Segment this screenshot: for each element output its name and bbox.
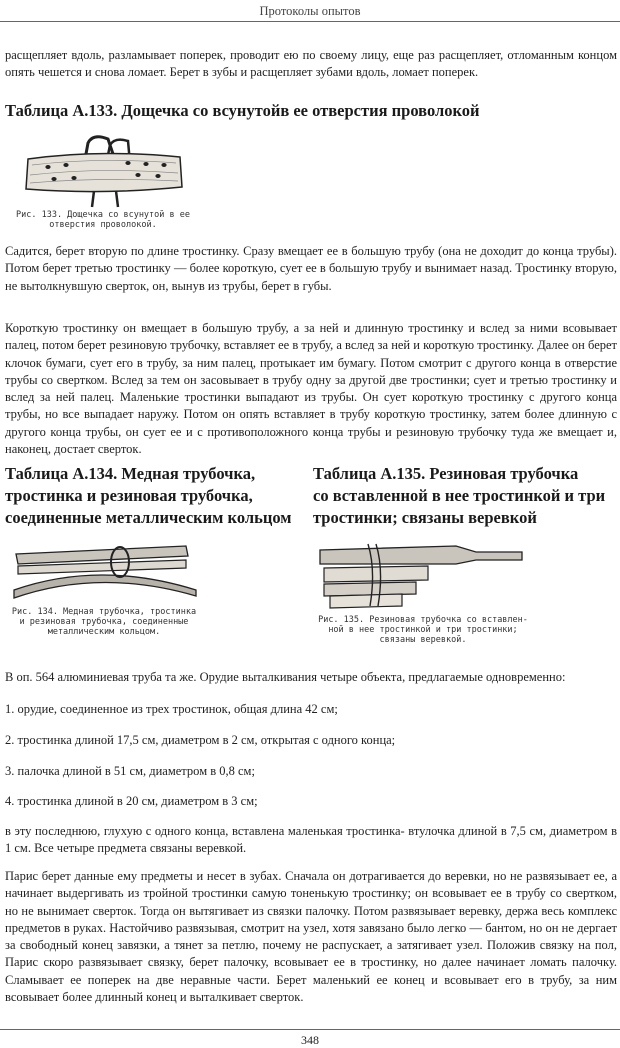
paragraph-3: В оп. 564 алюминиевая труба та же. Орудие выталкивания четыре объекта, предлагаемые одновременно: xyxy=(5,670,566,684)
paragraph-5: Парис берет данные ему предметы и несет в зубах. Сначала он дотрагивается до веревки, но не развязывает ее, а начинает выдергивать из тройной тростинки самую тоненькую тростинку; он всовывает ее в трубу со свертком, но не вынимает сверток. Тогда он вытягивает из связки палочку. Потом развязывает веревку, держа весь комплекс предметов в руках. Настойчиво развязывая, смотрит на узел, хотя завязано было легко — бантом, но он не дергает за свободный конец завязки, а тянет за петлю, почему не распускает, а затягивает узел. Положив связку на пол, Парис скоро развязывает связку, берет палочку, всовывает ее в тростинку, но далее начинает ломать палочку. Сламывает ее поперек на две неравные части. Берет маленький ее конец и всовывает его в трубу, за ним всовывает более длинный конец и выталкивает сверток. xyxy=(5,869,617,1005)
list-item-1: 1. орудие, соединенное из трех тростинок, общая длина 42 см; xyxy=(5,702,338,716)
figure-134-caption xyxy=(4,607,204,637)
figure-134-caption-line-3: металлическим кольцом. xyxy=(47,627,161,637)
table-135-heading-line-3: тростинки; связаны веревкой xyxy=(313,508,537,527)
table-133-heading: Таблица А.133. Дощечка со всунутойв ее отверстия проволокой xyxy=(5,101,480,120)
intro-paragraph: расщепляет вдоль, разламывает поперек, проводит ею по своему лицу, еще раз расщепляет, отломанным концом опять чешется и снова ломает. Берет в зубы и расщепляет зубами вдоль, ломает поперек. xyxy=(5,48,617,80)
table-135-heading-line-1: Таблица А.135. Резиновая трубочка xyxy=(313,464,579,483)
header-rule xyxy=(0,21,620,22)
list-item-4: 4. тростинка длиной в 20 см, диаметром в 3 см; xyxy=(5,794,258,808)
figure-135-caption xyxy=(318,615,528,645)
running-header xyxy=(0,0,620,24)
header-title: Протоколы опытов xyxy=(259,4,361,18)
figure-135-bundle xyxy=(316,540,526,610)
figure-134-tubes xyxy=(10,540,200,602)
figure-133-board xyxy=(18,135,188,211)
table-134-heading-line-1: Таблица А.134. Медная трубочка, xyxy=(5,464,256,483)
table-134-heading xyxy=(5,463,305,529)
table-135-heading xyxy=(313,463,618,529)
figure-135-caption-line-1: Рис. 135. Резиновая трубочка со вставлен- xyxy=(318,615,528,625)
paragraph-1: Садится, берет вторую по длине тростинку. Сразу вмещает ее в большую трубу (она не доходит до конца трубы). Потом берет третью тростинку — более короткую, сует ее в большую трубу и вынимает назад. Тростинку вторую, не вытолкнувшую сверток, он, вынув из трубы, берет в губы. xyxy=(5,244,617,293)
table-134-heading-line-2: тростинка и резиновая трубочка, xyxy=(5,486,253,505)
figure-135-caption-line-2: ной в нее тростинкой и три тростинки; xyxy=(328,625,518,635)
list-item-2: 2. тростинка длиной 17,5 см, диаметром в 2 см, открытая с одного конца; xyxy=(5,733,396,747)
figure-133-caption-line-1: Рис. 133. Дощечка со всунутой в ее xyxy=(16,210,190,220)
table-135-heading-line-2: со вставленной в нее тростинкой и три xyxy=(313,486,606,505)
figure-133-caption-line-2: отверстия проволокой. xyxy=(49,220,157,230)
paragraph-4: в эту последнюю, глухую с одного конца, вставлена маленькая тростинка- втулочка длиной в 7,5 см, диаметром в 1 см. Все четыре предмета связаны веревкой. xyxy=(5,824,617,856)
page-number: 348 xyxy=(301,1033,319,1047)
figure-134-caption-line-1: Рис. 134. Медная трубочка, тростинка xyxy=(11,607,197,617)
figure-134-caption-line-2: и резиновая трубочка, соединенные xyxy=(19,617,189,627)
table-134-heading-line-3: соединенные металлическим кольцом xyxy=(5,508,292,527)
figure-135-caption-line-3: связаны веревкой. xyxy=(379,635,467,645)
figure-133-caption xyxy=(4,210,202,230)
list-item-3: 3. палочка длиной в 51 см, диаметром в 0,8 см; xyxy=(5,764,255,778)
footer-rule xyxy=(0,1029,620,1030)
paragraph-2: Короткую тростинку он вмещает в большую трубу, а за ней и длинную тростинку и вслед за ними всовывает палец, потом берет резиновую трубочку, вставляет ее в трубу, а вслед за ней и короткую тростинку. Далее он берет клочок бумаги, сует его в трубу, за ним палец, протыкает им бумагу. Потом смотрит с другого конца в отверстие трубы со свертком. Вслед за тем он засовывает в трубу одну за другой две тростинки; сует и третью тростинку и вслед за ней палец. Маленькие тростинки выпадают из трубы. Он сует короткую тростинку с другого конца трубы, но все выпадает наружу. Потом он опять вставляет в трубу короткую тростинку, затем более длинную с другого конца трубы, он сует ее и с противоположного конца трубы и резиновую трубочку туда же вмещает и, наконец, достает сверток. xyxy=(5,321,617,457)
